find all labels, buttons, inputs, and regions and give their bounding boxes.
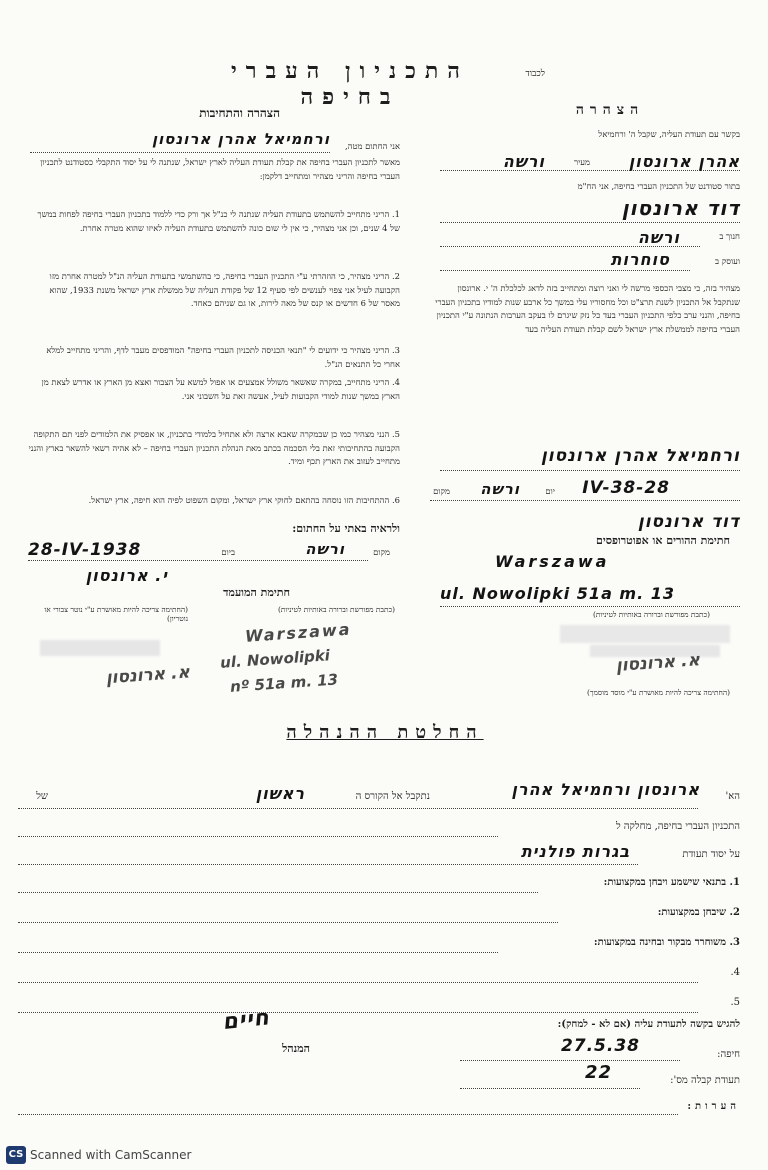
right-place: ורשה [480, 480, 520, 498]
left-candidate-signature: י. ארונסון [85, 566, 168, 585]
left-paragraph-2: 2. הריני מצהיר, כי הוזהרתי ע"י התכניון העברי בחיפה, כי בהשתמשי בתעודת העליה הנ"ל למטרה אחרת מזו הקבועה לעיל אני צפוי לענשים לפי סעיף 12 של פקודת העליה של ממשלת ארץ ישראל משנת 1933, שהוא מאסר של 6 חדשים או קנס של מאה לירות, או גם שניהם כאחד. [49, 271, 400, 309]
right-line-5-label: ועוסק ב [715, 256, 740, 266]
right-parents-label: חתימת ההורים או אפוטרופסים [595, 534, 730, 547]
right-candidate-name: אהרן ארונסון [628, 152, 740, 171]
decision-cert-number: 22 [585, 1062, 613, 1083]
decision-item-2: 2. שיבחן במקצועות: [657, 907, 740, 918]
left-intro-name: ורחמיאל אהרן ארונסון [152, 130, 330, 148]
left-address-number: nº 51a m. 13 [229, 670, 339, 696]
decision-item-5: 5. [730, 997, 740, 1008]
left-paragraph-3: 3. הריני מצהיר כי ידועים לי "תנאי הכניסה לתכניון העברי בחיפה" המודפסים מעבר לדף, והריני מתחייב למלא אחרי כל התנאים הנ"ל. [46, 345, 400, 369]
right-body-text: מצהיר בזה, כי מצבי הכספי מרשה לי ואני רוצה ומתחייב בזה לדאג לכלכלת ה' י. ארונסון שנתקבל אל התכניון לשנת תרצ"ט וכל מחסוריו עלי במשך כל ארבע שנות למודיו בתכניון העברי בחיפה, והנני ערב כלפי התכניון העברי בעד כל נזק שיגרם לו בעקב הערבות הנתונה ע"י התכניון העברי בחיפה לממשלת ארץ ישראל לשם קבלת תעודת העליה בעד [435, 283, 740, 334]
right-address-caption: (כתבת מפורשת וברורה באותיות לטיניות) [592, 610, 710, 619]
right-second-signature: א. ארונסון [615, 650, 701, 676]
left-signature-caption: (החתימה צריכה להיות מאושרת ע"י נוטר צבורי או נוטריון) [44, 605, 188, 623]
left-intro-2: מאשר לתכניון העברי בחיפה את קבלת תעודת העליה לארץ ישראל, שנתנה לי על יסוד התקבלי כסטודנט לתכניון העברי בחיפה והריני מצהיר ומתחייב דלקמן: [40, 157, 400, 181]
right-line-1: בקשר עם תעודת העליה, שקבל ה' ורחמיאל [598, 129, 740, 139]
right-line-3: בתור סטודנט של התכניון העברי בחיפה, אני הח"מ [577, 181, 740, 191]
header-to: לכבוד [525, 69, 545, 79]
right-guarantor-city: ורשה [637, 228, 680, 247]
right-for-name: ורחמיאל אהרן ארונסון [540, 446, 740, 466]
decision-row1-label: הא' [725, 791, 740, 802]
left-intro-1: אני החתום מטה, [344, 141, 400, 151]
left-paragraph-6: 6. ההתחיבות הזו נוסחה בהתאם לחוקי ארץ ישראל, ומקום השפוט לפיה הוא חיפה, ארץ ישראל. [88, 495, 400, 505]
decision-course: ראשון [255, 784, 305, 803]
decision-cert-label: תעודת קבלה מס': [670, 1075, 740, 1086]
left-address-caption: (כתבת מפורשת וברורה באותיות לטיניות) [277, 605, 395, 614]
right-guarantor-occupation: סוחרות [610, 250, 670, 269]
camscanner-text: Scanned with CamScanner [30, 1148, 192, 1162]
decision-manager-label: המנהל [282, 1042, 310, 1055]
right-guarantor-signature: דוד ארונסון [637, 512, 740, 532]
left-day-label: ביום [221, 547, 235, 557]
decision-haifa-date: 27.5.38 [560, 1036, 640, 1056]
decision-row2: התכניון העברי בחיפה, מחלקה ל [615, 821, 740, 832]
right-section-title: הצהרה [575, 102, 645, 118]
camscanner-logo: CS [6, 1146, 26, 1164]
left-place: ורשה [305, 540, 345, 558]
decision-haifa-label: חיפה: [717, 1049, 740, 1060]
left-paragraph-4: 4. הריני מתחייב, במקרה שאשאר משולל אמצעים או אפול למשא על הצבור ואצא מן הארץ או אדרש לצאת מן הארץ במשך שנות למודי הקבועות לעיל, אעשה זאת על חשבוני אני. [41, 377, 400, 401]
right-line-2-label: מעיר [573, 157, 590, 167]
right-line-4-label: חנוך ב [719, 231, 740, 241]
decision-row1-mid: נתקבל אל הקורס ה [355, 791, 430, 802]
decision-item-1: 1. בתנאי שישמע ויבחן במקצועות: [603, 877, 740, 888]
left-faint-stamp [40, 640, 160, 656]
decision-notes-label: הערות: [687, 1101, 740, 1112]
left-place-label: מקום [373, 547, 390, 557]
right-place-label: מקום [433, 486, 450, 496]
decision-item-4: 4. [730, 967, 740, 978]
left-second-signature: א. ארונסון [105, 662, 191, 689]
left-section-title: הצהרה והתחיבות [199, 106, 280, 120]
right-guarantor-name: דוד ארונסון [621, 196, 740, 220]
decision-manager-signature: חיים [221, 1005, 271, 1036]
decision-title: החלטת ההנהלה [286, 722, 484, 743]
left-read-label: ולראיה באתי על החתום: [292, 522, 400, 535]
right-second-signature-caption: (החתימה צריכה להיות מאושרת ע"י מוסד מוסמך) [586, 688, 730, 697]
right-day-label: יום [545, 486, 555, 496]
right-address-street: ul. Nowolipki 51a m. 13 [440, 584, 676, 603]
decision-row3-label: על יסוד תעודת [682, 849, 740, 860]
decision-candidate-name: ארונסון ורחמיאל אהרן [511, 780, 700, 799]
left-date: 28-IV-1938 [28, 540, 142, 560]
decision-row1-end: של [36, 791, 48, 802]
right-date: 28-IV-38 [582, 478, 670, 498]
decision-certificate: בגרות פולנית [520, 842, 630, 861]
left-paragraph-1: 1. הריני מתחייב להשתמש בתעודת העליה שנתנה לי כנ"ל אך ורק כדי ללמוד בתכניון העברי בחיפה לפחות במשך של 4 שנים, וכן אני מצהיר, כי אין לי שום כונה להשתמש בתעודת העליה לאיזו שהוא מטרה אחרת. [37, 209, 400, 233]
right-candidate-city: ורשה [502, 152, 545, 171]
left-address-city: Warszawa [244, 619, 353, 646]
decision-item-3: 3. משוחרר מבקור ובחינה במקצועות: [593, 937, 740, 948]
right-address-city: Warszawa [495, 552, 610, 571]
left-paragraph-5: 5. הנני מצהיר כמו כן שבמקרה שאבא ארצה ולא אתחיל בלמודי בתכניון, או אפסיק את הלמודים לפני תם התקופה הקבועה בהתחיבותי זאת בלי הסכמה בכתב מאת הנהלת התכניון העברי בחיפה – לא אהיה רשאי להשאר בארץ והנני מתחייב לעזוב את הארץ תכף ומיד. [28, 429, 400, 467]
left-candidate-label: חתימת המועמד [223, 586, 290, 599]
left-address-street: ul. Nowolipki [219, 646, 331, 672]
document-title: התכניון העברי בחיפה [231, 58, 469, 110]
decision-submit: להגיש בקשה לתעודת עליה (אם לא - למחק): [557, 1019, 740, 1030]
right-faint-stamp [560, 625, 730, 643]
